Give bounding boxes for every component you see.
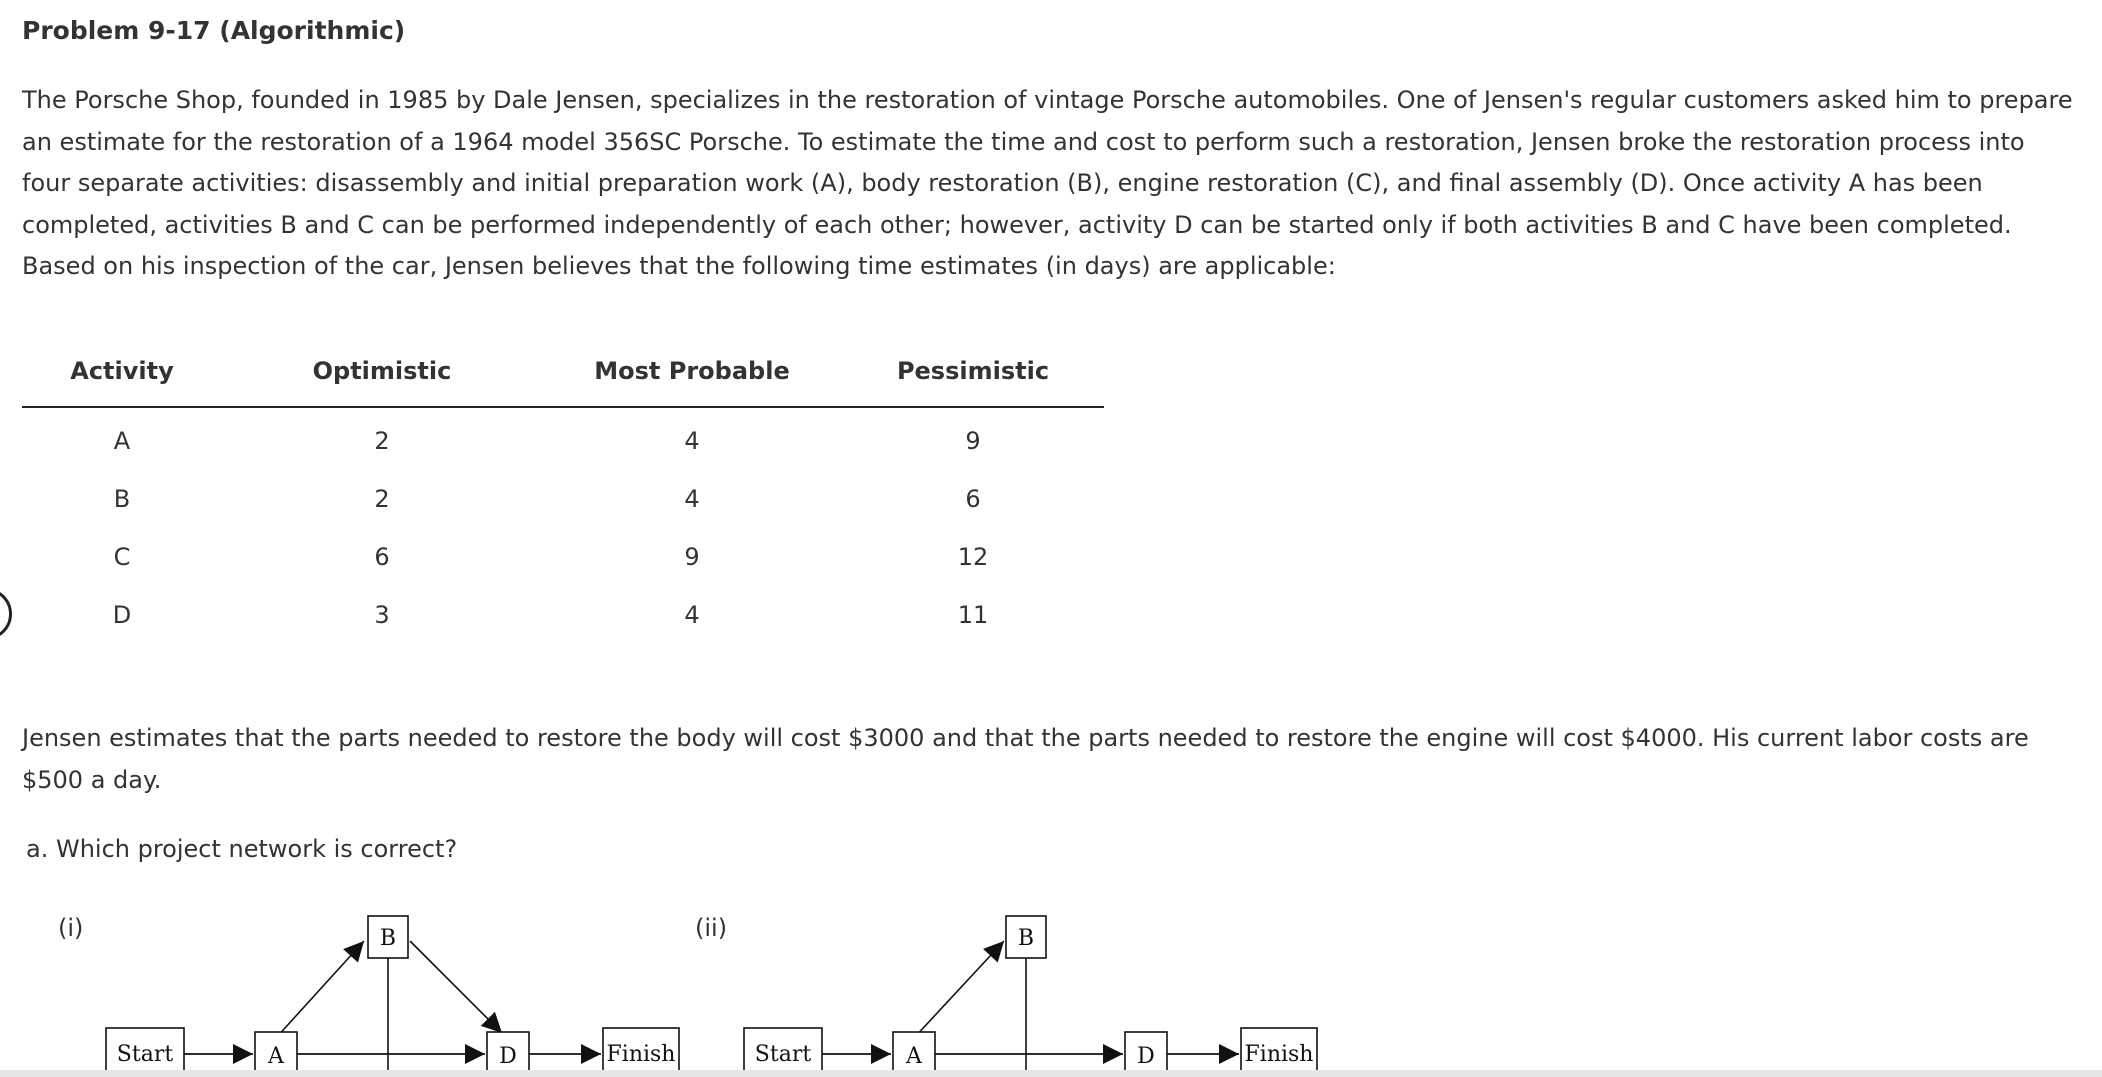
- most-probable-cell: 4: [684, 601, 700, 629]
- intro-line: four separate activities: disassembly and initial preparation work (A), body restoration (B), engine restoration (C), and final assembly (D). Once activity A has been: [22, 169, 1983, 198]
- intro-line: Based on his inspection of the car, Jensen believes that the following time estimates (in days) are applicable:: [22, 252, 1336, 281]
- network-diagram-i[interactable]: [98, 904, 698, 1077]
- node-a-label: A: [268, 1044, 284, 1069]
- node-b-label: B: [379, 926, 397, 951]
- activity-cell: C: [113, 543, 131, 571]
- optimistic-cell: 6: [374, 543, 390, 571]
- table-header-row: [22, 336, 1104, 407]
- option-i-label[interactable]: (i): [58, 914, 84, 942]
- cost-line: $500 a day.: [22, 765, 162, 794]
- network-diagram-ii[interactable]: [736, 904, 1336, 1077]
- node-d-label: D: [499, 1044, 517, 1069]
- pessimistic-cell: 12: [957, 543, 989, 571]
- most-probable-cell: 4: [684, 485, 700, 513]
- side-scroll-handle[interactable]: [0, 588, 12, 640]
- problem-description: [22, 80, 2102, 288]
- node-start-label: Start: [754, 1042, 812, 1067]
- node-b: [368, 916, 408, 958]
- option-ii-label[interactable]: (ii): [695, 914, 728, 942]
- header-activity: Activity: [22, 336, 222, 407]
- edge-b-d: [410, 941, 502, 1033]
- activity-cell: A: [113, 427, 131, 455]
- time-estimates-table: [22, 336, 1104, 644]
- question-a-text: a. Which project network is correct?: [26, 835, 458, 863]
- pessimistic-cell: 6: [965, 485, 981, 513]
- table-row: [22, 470, 1104, 528]
- intro-line: an estimate for the restoration of a 1964 model 356SC Porsche. To estimate the time and cost to perform such a restoration, Jensen broke the restoration process into: [22, 127, 2025, 156]
- node-finish-label: Finish: [606, 1042, 676, 1067]
- activity-cell: D: [112, 601, 132, 629]
- optimistic-cell: 2: [374, 485, 390, 513]
- most-probable-cell: 9: [684, 543, 700, 571]
- bottom-edge: [0, 1070, 2102, 1077]
- edge-a-b: [913, 941, 1004, 1039]
- optimistic-cell: 2: [374, 427, 390, 455]
- node-b: [1006, 916, 1046, 958]
- edge-a-b: [275, 941, 364, 1039]
- node-a-label: A: [906, 1044, 922, 1069]
- cost-line: Jensen estimates that the parts needed to restore the body will cost $3000 and that the parts needed to restore the engine will cost $4000. His current labor costs are: [22, 724, 2029, 752]
- cost-description: [22, 718, 2102, 801]
- optimistic-cell: 3: [374, 601, 390, 629]
- pessimistic-cell: 11: [957, 601, 989, 629]
- node-d-label: D: [1137, 1044, 1155, 1069]
- intro-line: The Porsche Shop, founded in 1985 by Dale Jensen, specializes in the restoration of vintage Porsche automobiles. One of Jensen's regular customers asked him to prepare: [22, 86, 2073, 114]
- problem-title: Problem 9-17 (Algorithmic): [22, 16, 406, 45]
- node-b-label: B: [1017, 926, 1035, 951]
- node-start-label: Start: [116, 1042, 174, 1067]
- table-row: [22, 407, 1104, 470]
- node-finish-label: Finish: [1244, 1042, 1314, 1067]
- table-row: [22, 586, 1104, 644]
- header-most-probable: Most Probable: [542, 336, 842, 407]
- pessimistic-cell: 9: [965, 427, 981, 455]
- intro-line: completed, activities B and C can be performed independently of each other; however, activity D can be started only if both activities B and C have been completed.: [22, 210, 2012, 239]
- header-pessimistic: Pessimistic: [842, 336, 1104, 407]
- table-row: [22, 528, 1104, 586]
- activity-cell: B: [113, 485, 131, 513]
- header-optimistic: Optimistic: [222, 336, 542, 407]
- most-probable-cell: 4: [684, 427, 700, 455]
